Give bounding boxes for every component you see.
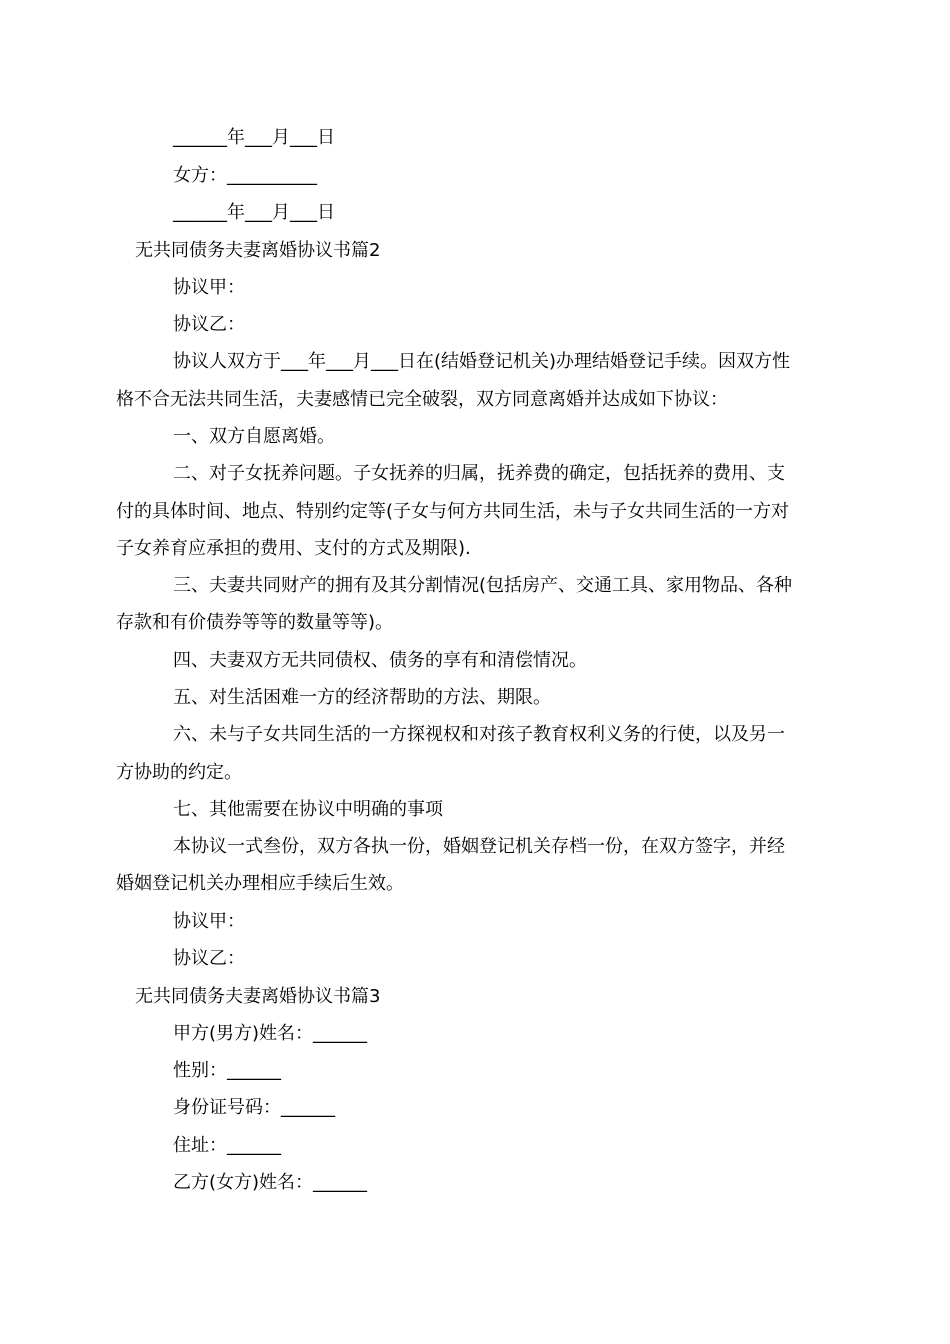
- date-line: ______年___月___日: [173, 127, 335, 148]
- form-field-line: 身份证号码：______: [173, 1097, 335, 1118]
- party-b-label: 协议乙：: [173, 314, 245, 335]
- clause-item: 二、对子女抚养问题。子女抚养的归属，抚养费的确定，包括抚养的费用、支: [173, 463, 785, 484]
- paragraph-line: 协议人双方于___年___月___日在(结婚登记机关)办理结婚登记手续。因双方性: [173, 351, 791, 372]
- paragraph-line: 子女养育应承担的费用、支付的方式及期限).: [116, 538, 471, 559]
- paragraph-line: 格不合无法共同生活，夫妻感情已完全破裂，双方同意离婚并达成如下协议：: [116, 389, 728, 410]
- party-a-label: 协议甲：: [173, 911, 245, 932]
- section-heading: 无共同债务夫妻离婚协议书篇2: [135, 240, 381, 261]
- paragraph-line: 婚姻登记机关办理相应手续后生效。: [116, 873, 404, 894]
- form-field-line: 甲方(男方)姓名：______: [173, 1023, 368, 1044]
- paragraph-line: 付的具体时间、地点、特别约定等(子女与何方共同生活，未与子女共同生活的一方对: [116, 501, 790, 522]
- clause-item: 五、对生活困难一方的经济帮助的方法、期限。: [173, 687, 551, 708]
- date-line: ______年___月___日: [173, 202, 335, 223]
- form-field-line: 住址：______: [173, 1135, 281, 1156]
- clause-item: 六、未与子女共同生活的一方探视权和对孩子教育权利义务的行使，以及另一: [173, 724, 785, 745]
- clause-item: 七、其他需要在协议中明确的事项: [173, 799, 443, 820]
- paragraph-line: 存款和有价债券等等的数量等等)。: [116, 612, 394, 633]
- clause-item: 三、夫妻共同财产的拥有及其分割情况(包括房产、交通工具、家用物品、各种: [173, 575, 793, 596]
- form-field-line: 性别：______: [173, 1060, 281, 1081]
- clause-item: 一、双方自愿离婚。: [173, 426, 335, 447]
- female-party-field: 女方：__________: [173, 165, 317, 186]
- paragraph-line: 本协议一式叁份，双方各执一份，婚姻登记机关存档一份，在双方签字，并经: [173, 836, 785, 857]
- section-heading: 无共同债务夫妻离婚协议书篇3: [135, 986, 381, 1007]
- paragraph-line: 方协助的约定。: [116, 762, 242, 783]
- party-b-label: 协议乙：: [173, 948, 245, 969]
- party-a-label: 协议甲：: [173, 277, 245, 298]
- form-field-line: 乙方(女方)姓名：______: [173, 1172, 368, 1193]
- clause-item: 四、夫妻双方无共同债权、债务的享有和清偿情况。: [173, 650, 587, 671]
